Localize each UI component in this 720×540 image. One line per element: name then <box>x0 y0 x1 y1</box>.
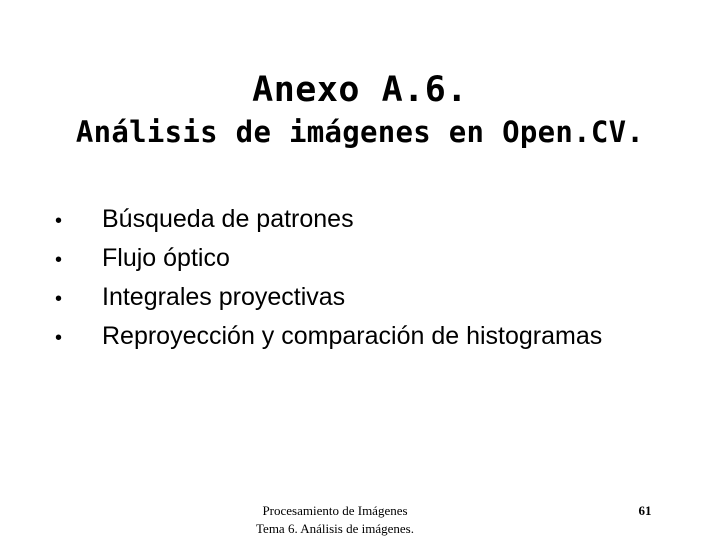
title-heading: Anexo A.6. <box>252 70 468 110</box>
bullet-text: Integrales proyectivas <box>102 283 346 311</box>
footer-course: Procesamiento de Imágenes <box>262 503 408 518</box>
bullet-list <box>55 200 602 356</box>
bullet-text: Búsqueda de patrones <box>102 205 354 233</box>
bullet-marker: • <box>55 327 63 349</box>
title-subheading: Análisis de imágenes en Open.CV. <box>75 115 645 149</box>
footer-topic: Tema 6. Análisis de imágenes. <box>256 521 414 536</box>
bullet-text: Reproyección y comparación de histogramas <box>102 322 603 350</box>
list-item <box>55 317 602 356</box>
bullet-marker: • <box>55 288 63 310</box>
bullet-text: Flujo óptico <box>102 244 230 272</box>
list-item <box>55 200 602 239</box>
page-number: 61 <box>638 503 652 518</box>
bullet-marker: • <box>55 210 63 232</box>
list-item <box>55 239 602 278</box>
list-item <box>55 278 602 317</box>
bullet-marker: • <box>55 249 63 271</box>
footer-caption <box>220 502 450 538</box>
slide-title <box>0 68 720 152</box>
